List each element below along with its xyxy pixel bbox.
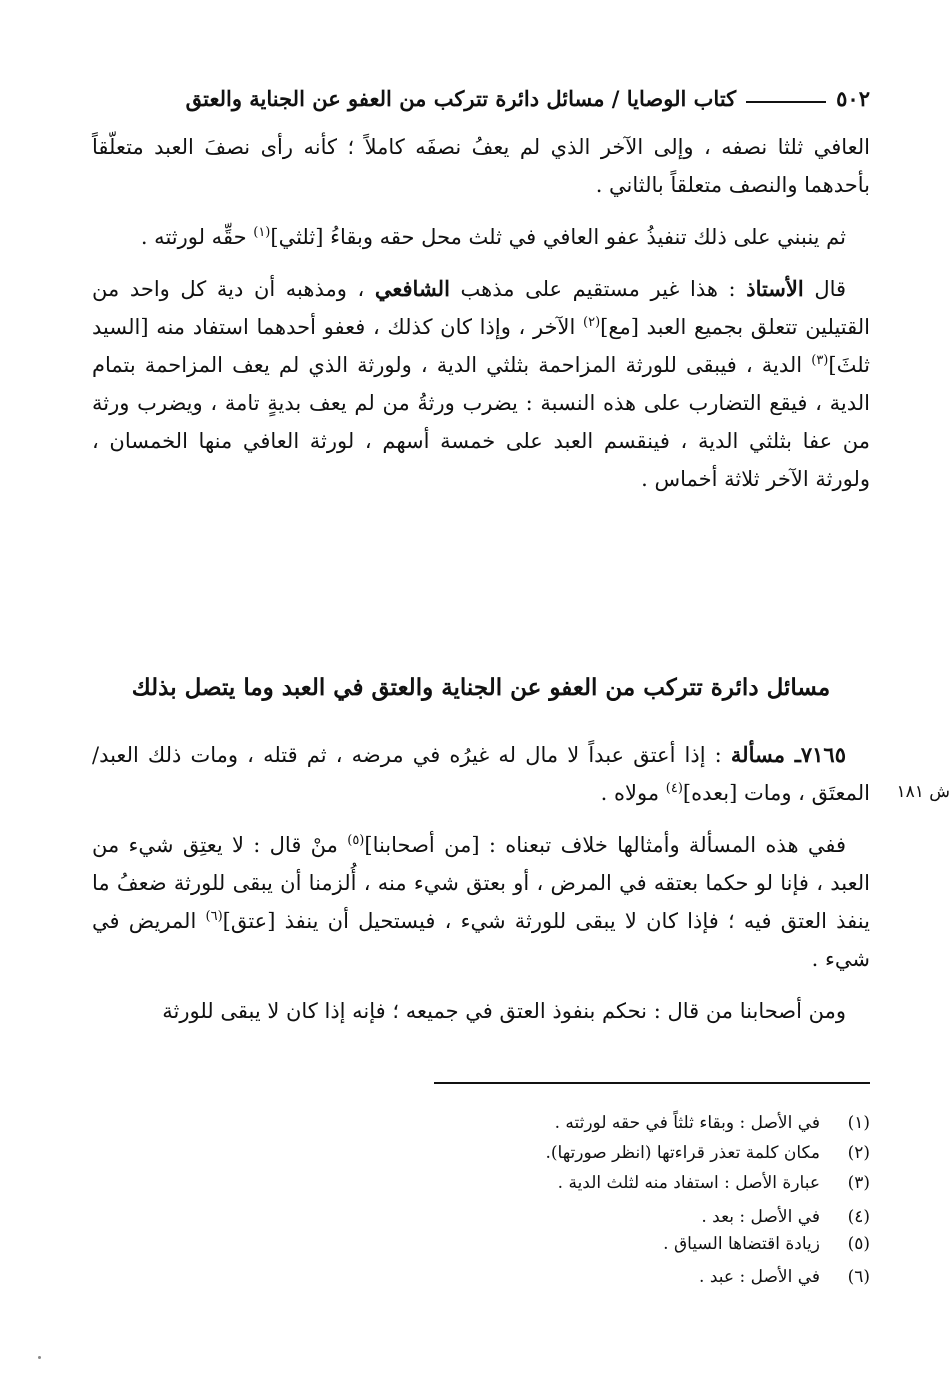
margin-folio-note: ش ١٨١ [896,782,950,802]
section-heading: مسائل دائرة تتركب من العفو عن الجناية والعتق في العبد وما يتصل بذلك [131,674,831,701]
issue-number: ٧١٦٥ـ مسألة [730,742,846,767]
footnotes [340,1108,870,1292]
footnote-ref-3[interactable]: (٣) [811,353,829,368]
page-number: ٥٠٢ [836,85,870,111]
school-name: الشافعي [374,276,450,301]
header-title: كتاب الوصايا / مسائل دائرة تتركب من العفو عن الجناية والعتق [185,85,737,111]
scan-speck [38,1356,41,1359]
footnote-item: (١) في الأصل : وبقاء ثلثاً في حقه لورثته . [554,1113,870,1133]
paragraph-1: العافي ثلثا نصفه ، وإلى الآخر الذي لم يعفُ نصفَه كاملاً ؛ كأنه رأى نصفَ العبد متعلّقاً بأحدهما والنصف متعلقاً بالثاني . [92,135,870,197]
paragraph-2: ثم ينبني على ذلك تنفيذُ عفو العافي في ثلث محل حقه وبقاءُ [ثلثي]$^{(١)}$ حقِّه لورثته . [140,225,846,249]
footnote-item: (٤) في الأصل : بعد . [701,1207,870,1227]
footnote-item: (٢) مكان كلمة تعذر قراءتها (انظر صورتها). [545,1143,870,1163]
paragraph-6: ومن أصحابنا من قال : نحكم بنفوذ العتق في جميعه ؛ فإنه إذا كان لا يبقى للورثة [162,999,846,1023]
header-rule [746,101,826,103]
footnote-ref-5[interactable]: (٥) [347,833,365,848]
body-block-1 [92,128,870,498]
footnote-ref-6[interactable]: (٦) [205,909,223,924]
paragraph-5: ففي هذه المسألة وأمثالها خلاف تبعناه : [من أصحابنا]$^{(٥)}$ منْ قال : لا يعتِق شيء من العبد ، فإنا لو حكما بعتقه في المرض ، أو بعتق شيء منه ، أُلزمنا أن يبقى للورثة ضعفُ ما ينفذ العتق فيه ؛ فإذا كان لا يبقى للورثة شيء ، فيستحيل أن ينفذ [عتق]$^{(٦)}$ المريض في شيء . [92,833,870,971]
footnote-ref-4[interactable]: (٤) [665,781,683,796]
speaker-name: الأستاذ [746,276,804,301]
footnote-item: (٦) في الأصل : عبد . [699,1267,870,1287]
footnote-ref-2[interactable]: (٢) [583,315,601,330]
footnote-separator [434,1082,870,1084]
running-header [92,74,870,122]
footnote-item: (٣) عبارة الأصل : استفاد منه لثلث الدية . [557,1173,870,1193]
body-block-2 [92,736,870,1030]
paragraph-3: قال الأستاذ : هذا غير مستقيم على مذهب الشافعي ، ومذهبه أن دية كل واحد من القتيلين تتعلق بجميع العبد [مع]$^{(٢)}$ الآخر ، وإذا كان كذلك ، فعفو أحدهما استفاد منه [السيد ثلثَ]$^{(٣)}$ الدية ، فيبقى للورثة المزاحمة بثلثي الدية ، ولورثة الذي لم يعف المزاحمة بتمام الدية ، فيقع التضارب على هذه النسبة : يضرب ورثةُ من لم يعف بديةٍ تامة ، ويضرب ورثة من عفا بثلثي الدية ، فينقسم العبد على خمسة أسهم ، لورثة العافي منها الخمسان ، ولورثة الآخر ثلاثة أخماس . [92,276,870,491]
paragraph-4: ٧١٦٥ـ مسألة : إذا أعتق عبداً لا مال له غيرُه في مرضه ، ثم قتله ، ومات ذلك العبد/ المعتَق ، ومات [بعده]$^{(٤)}$ مولاه . [92,742,870,805]
footnote-item: (٥) زيادة اقتضاها السياق . [663,1234,870,1254]
footnote-ref-1[interactable]: (١) [253,225,271,240]
